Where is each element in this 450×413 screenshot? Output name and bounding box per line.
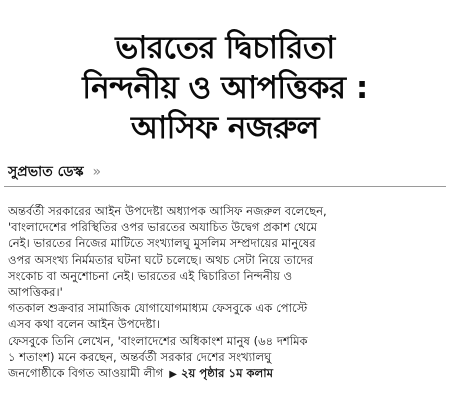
- body-line: নেই। ভারতের নিজের মাটিতে সংখ্যালঘু মুসলিম সম্প্রদায়ের মানুষের: [8, 236, 316, 251]
- body-line: ফেসবুকে তিনি লেখেন, 'বাংলাদেশের অধিকাংশ মানুষ (৬৪ দশমিক: [8, 333, 308, 348]
- body-last-line: [8, 365, 441, 383]
- body-line: ওপর অসংখ্য নির্মমতার ঘটনা ঘটে চলেছে। অথচ সেটা নিয়ে তাদের: [8, 252, 314, 267]
- divider: [4, 186, 446, 187]
- body-line-text: জনগোষ্ঠীকে বিগত আওয়ামী লীগ: [8, 366, 164, 381]
- body-line: এসব কথা বলেন আইন উপদেষ্টা।: [8, 317, 160, 332]
- body-line: আপত্তিকর।': [8, 285, 63, 300]
- headline-line-3: আসিফ নজরুল: [130, 110, 320, 146]
- desk-name: সুপ্রভাত ডেস্ক: [8, 164, 84, 180]
- body-line: অন্তর্বর্তী সরকারের আইন উপদেষ্টা অধ্যাপক আসিফ নজরুল বলেছেন,: [8, 204, 327, 218]
- play-arrow-icon: ▶: [169, 369, 177, 381]
- byline: [8, 163, 101, 181]
- body-line: গতকাল শুক্রবার সামাজিক যোগাযোগমাধ্যম ফেসবুকে এক পোস্টে: [8, 301, 308, 316]
- body-line: ১ শতাংশ) মনে করছেন, অন্তর্বর্তী সরকার দেশের সংখ্যালঘু: [8, 349, 272, 364]
- headline-line-2: নিন্দনীয় ও আপত্তিকর :: [82, 70, 368, 106]
- body-line: 'বাংলাদেশের পরিস্থিতির ওপর ভারতের অযাচিত উদ্বেগ প্রকাশ থেমে: [8, 220, 318, 235]
- headline: [0, 28, 450, 148]
- continuation-link[interactable]: ২য় পৃষ্ঠার ১ম কলাম: [180, 366, 274, 381]
- body-line: সংকোচ বা অনুশোচনা নেই। ভারতের এই দ্বিচারিতা নিন্দনীয় ও: [8, 268, 293, 283]
- article-body: [8, 203, 441, 383]
- headline-line-1: ভারতের দ্বিচারিতা: [115, 30, 335, 66]
- chevron-right-icon: »: [92, 164, 102, 180]
